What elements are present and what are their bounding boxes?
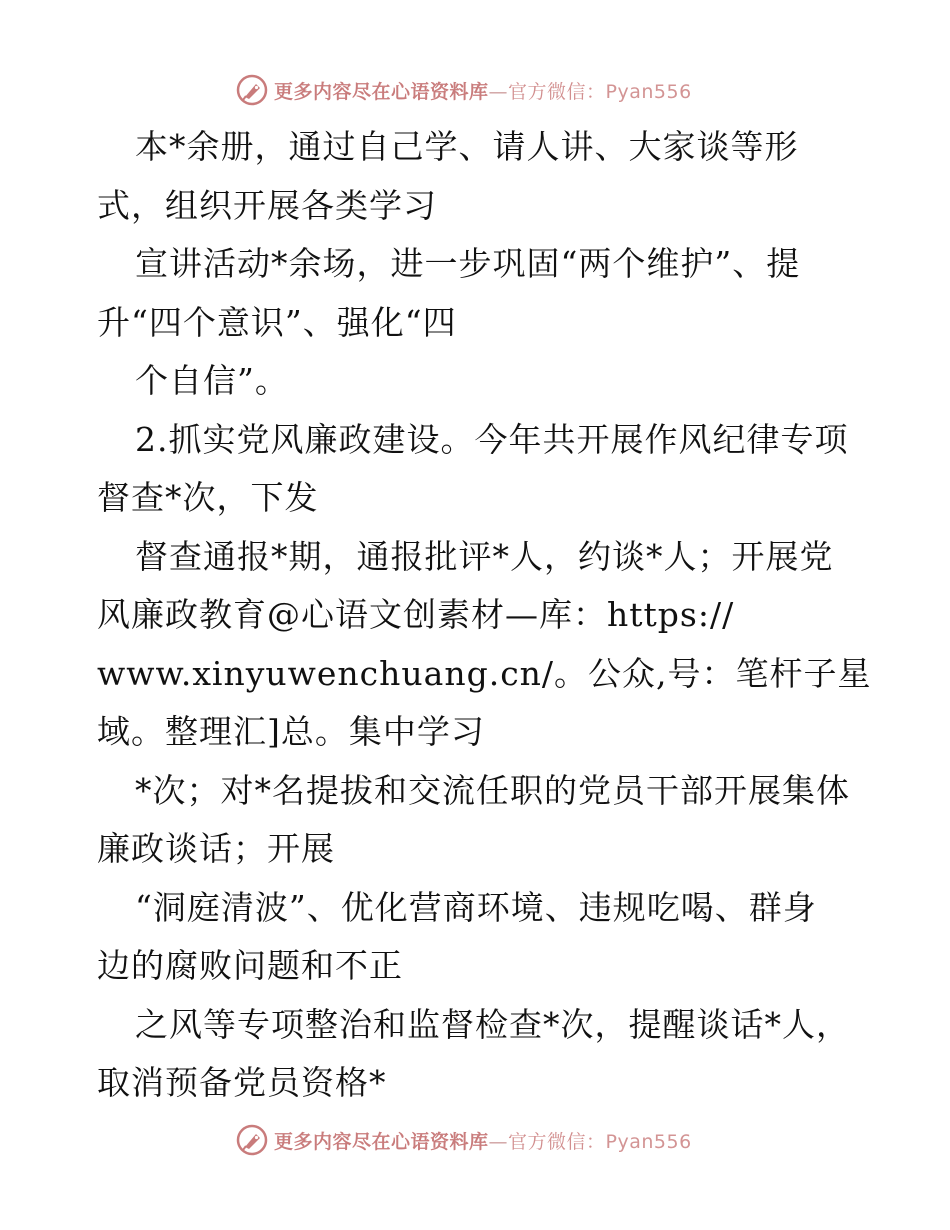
footer-watermark bbox=[236, 1123, 692, 1157]
header-watermark bbox=[236, 73, 692, 107]
watermark-separator: — bbox=[488, 1130, 509, 1153]
watermark-separator: — bbox=[488, 80, 509, 103]
text-line: 边的腐败问题和不正 bbox=[97, 946, 403, 985]
text-line: www.xinyuwenchuang.cn/。公众,号：笔杆子星 bbox=[97, 653, 872, 693]
text-line: 廉政谈话；开展 bbox=[97, 829, 335, 868]
watermark-channel: 官方微信： bbox=[508, 1130, 606, 1153]
watermark-handle: Pyan556 bbox=[605, 80, 692, 103]
watermark-main: 更多内容尽在心语资料库 bbox=[274, 1130, 489, 1153]
text-line: *次；对*名提拔和交流任职的党员干部开展集体 bbox=[135, 770, 850, 810]
text-line: 取消预备党员资格* bbox=[97, 1063, 387, 1102]
text-line: 宣讲活动*余场，进一步巩固“两个维护”、提 bbox=[135, 244, 801, 283]
text-line: 督查通报*期，通报批评*人，约谈*人；开展党 bbox=[135, 536, 834, 576]
text-line: 之风等专项整治和监督检查*次，提醒谈话*人， bbox=[135, 1004, 850, 1044]
text-line: 督查*次，下发 bbox=[97, 478, 319, 517]
text-line: 式，组织开展各类学习 bbox=[97, 185, 437, 225]
watermark-channel: 官方微信： bbox=[508, 80, 606, 103]
text-line: 升“四个意识”、强化“四 bbox=[97, 302, 457, 342]
pen-nib-circle-icon bbox=[236, 74, 268, 106]
text-line: 风廉政教育@心语文创素材—库：https:// bbox=[97, 595, 735, 634]
body-text bbox=[97, 118, 887, 1113]
text-line: “洞庭清波”、优化营商环境、违规吃喝、群身 bbox=[135, 887, 817, 927]
watermark-text bbox=[274, 1127, 692, 1154]
pen-nib-circle-icon bbox=[236, 1124, 268, 1156]
text-line: 2.抓实党风廉政建设。今年共开展作风纪律专项 bbox=[135, 419, 849, 459]
watermark-main: 更多内容尽在心语资料库 bbox=[274, 80, 489, 103]
text-line: 域。整理汇]总。集中学习 bbox=[97, 712, 485, 751]
watermark-handle: Pyan556 bbox=[605, 1130, 692, 1153]
text-line: 个自信”。 bbox=[135, 361, 289, 400]
text-line: 本*余册，通过自己学、请人讲、大家谈等形 bbox=[135, 127, 799, 166]
watermark-text bbox=[274, 77, 692, 104]
